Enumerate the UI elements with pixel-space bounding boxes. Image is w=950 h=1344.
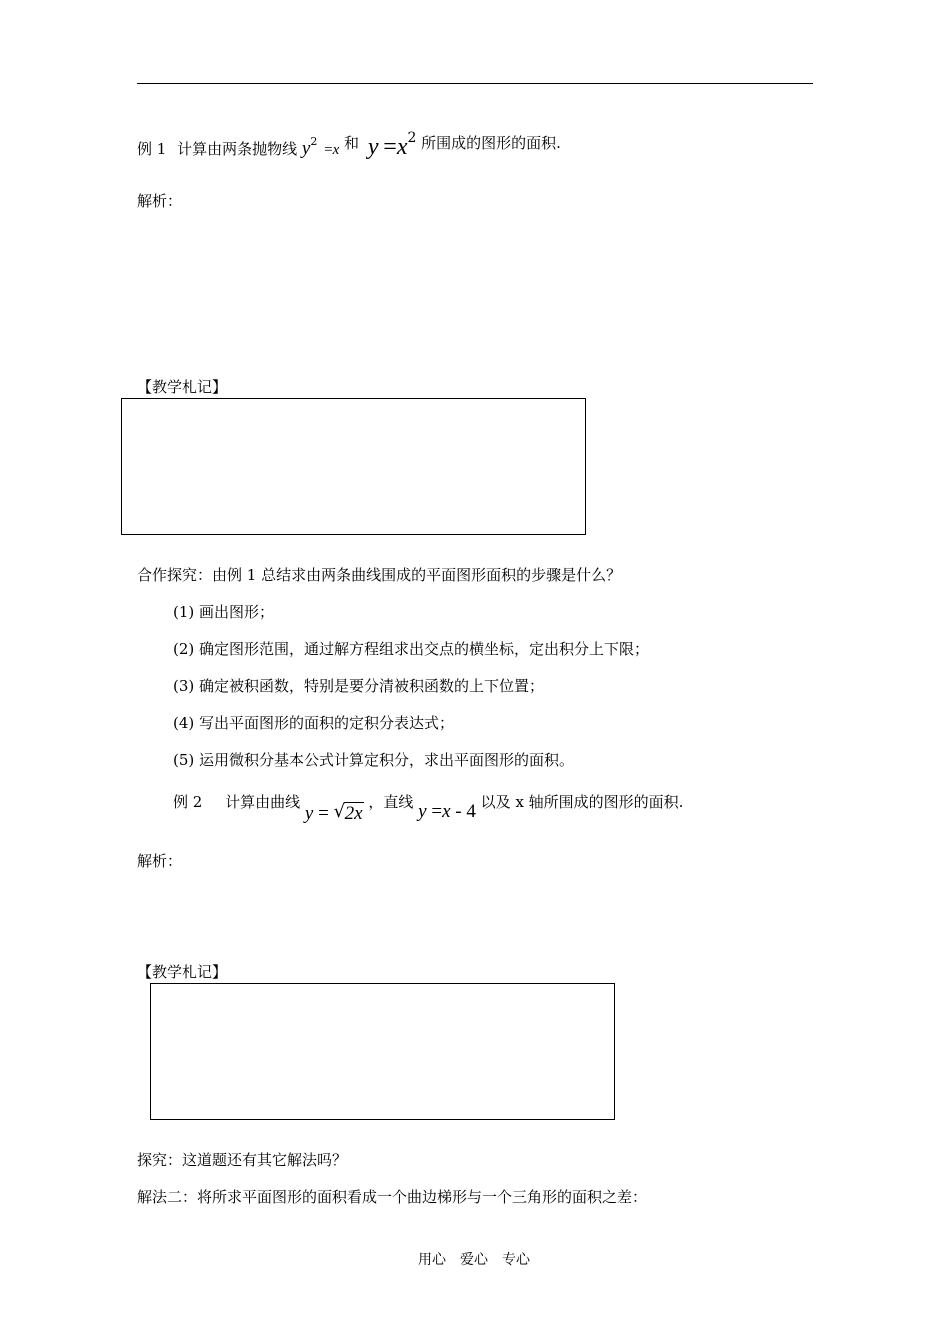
teaching-notes-box-2 <box>150 983 615 1120</box>
equation-2-rhs: x <box>396 134 408 160</box>
example-1-text-before: 计算由两条抛物线 <box>177 140 298 158</box>
example-2-line <box>173 791 684 824</box>
curve-radicand: 2x <box>344 803 363 824</box>
step-4: (4) 写出平面图形的面积的定积分表达式； <box>173 714 455 732</box>
equation-1-exponent: 2 <box>310 135 318 148</box>
step-1: (1) 画出图形； <box>173 603 275 621</box>
line-rhs: x <box>442 801 451 822</box>
equation-1-operator: = <box>324 142 333 158</box>
line-minus: - <box>455 801 462 822</box>
example-1-line <box>137 130 561 161</box>
curve-lhs: y <box>304 803 314 824</box>
curve-operator: = <box>318 803 329 824</box>
equation-2-operator: = <box>383 134 397 160</box>
step-3: (3) 确定被积函数，特别是要分清被积函数的上下位置； <box>173 677 545 695</box>
analysis-label-1: 解析： <box>137 192 183 210</box>
exploration-question: 探究：这道题还有其它解法吗？ <box>137 1151 348 1169</box>
analysis-label-2: 解析： <box>137 852 183 870</box>
method-2-text: 解法二：将所求平面图形的面积看成一个曲边梯形与一个三角形的面积之差： <box>137 1188 648 1206</box>
step-5: (5) 运用微积分基本公式计算定积分，求出平面图形的面积。 <box>173 751 575 769</box>
step-2: (2) 确定图形范围，通过解方程组求出交点的横坐标，定出积分上下限； <box>173 640 650 658</box>
curve-sqrt <box>334 803 364 825</box>
teaching-notes-title-2: 【教学札记】 <box>137 963 228 981</box>
example-2-comma: ，直线 <box>368 793 414 811</box>
header-rule <box>137 83 813 84</box>
exploration-intro: 合作探究：由例 1 总结求由两条曲线围成的平面图形面积的步骤是什么？ <box>137 566 622 584</box>
page-footer: 用心 爱心 专心 <box>418 1252 530 1268</box>
line-operator: = <box>431 801 443 822</box>
example-2-text-before: 计算由曲线 <box>225 793 301 811</box>
example-2-label: 例 2 <box>173 793 203 811</box>
radical-sign: √ <box>333 801 346 822</box>
line-constant: 4 <box>466 801 476 822</box>
equation-1-lhs: y <box>301 138 311 159</box>
equation-2-lhs: y <box>367 134 379 160</box>
teaching-notes-box-1 <box>121 398 586 535</box>
line-lhs: y <box>418 801 427 822</box>
example-1-text-after: 所围成的图形的面积. <box>421 134 561 152</box>
example-1-connector: 和 <box>344 134 360 152</box>
equation-1-rhs: x <box>332 142 340 158</box>
teaching-notes-title-1: 【教学札记】 <box>137 378 228 396</box>
example-2-text-after: 以及 x 轴所围成的图形的面积. <box>480 793 684 811</box>
example-1-label: 例 1 <box>137 140 167 158</box>
equation-2-exponent: 2 <box>407 130 417 146</box>
